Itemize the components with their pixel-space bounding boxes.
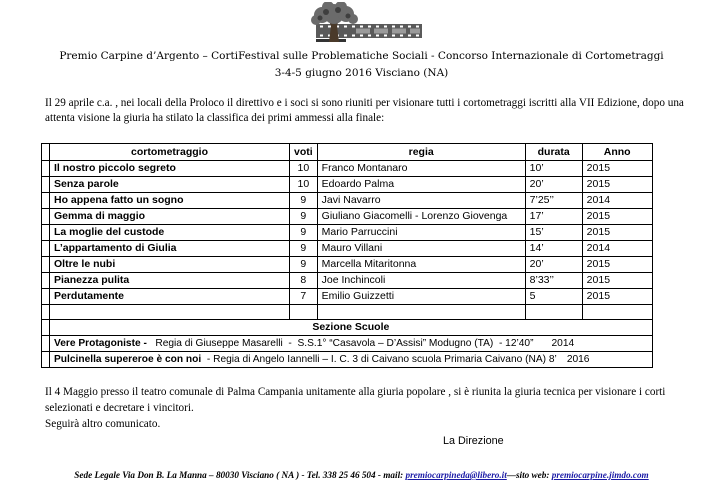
table-row-empty [42,305,653,320]
duration: 20’ [525,257,582,273]
header-cortometraggio: cortometraggio [50,144,290,161]
school-film-title: Vere Protagoniste - [54,338,147,349]
closing-text: Il 4 Maggio presso il teatro comunale di Palma Campania unitamente alla giuria popolare , si è riunita la giuria tecnica per visionare i corti selezionati e decretare i vincitori. [45,386,666,414]
votes: 9 [290,257,318,273]
festival-dates: 3-4-5 giugno 2016 Visciano (NA) [274,67,449,79]
duration: 17’ [525,209,582,225]
signature: La Direzione [443,435,504,447]
year: 2015 [582,257,652,273]
year: 2015 [582,289,652,305]
festival-title: Premio Carpine d’Argento – CortiFestival sulle Problematiche Sociali - Concorso Internazionale di Cortometraggi [59,50,664,62]
director: Marcella Mitaritonna [317,257,525,273]
film-title: Gemma di maggio [50,209,290,225]
year: 2014 [582,193,652,209]
film-title: La moglie del custode [50,225,290,241]
footer [0,470,723,480]
table-row [42,225,653,241]
table-row [42,273,653,289]
festival-logo [296,2,426,44]
school-film-detail: - Regia di Angelo Iannelli – I. C. 3 di Caivano scuola Primaria Caivano (NA) 8’ [201,354,557,365]
director: Franco Montanaro [317,161,525,177]
votes: 7 [290,289,318,305]
closing-paragraph [45,384,685,432]
school-film-year: 2014 [551,338,575,349]
director: Mario Parruccini [317,225,525,241]
film-title: L’appartamento di Giulia [50,241,290,257]
film-title: Il nostro piccolo segreto [50,161,290,177]
director: Giuliano Giacomelli - Lorenzo Giovenga [317,209,525,225]
section-title: Sezione Scuole [50,320,653,336]
duration: 14’ [525,241,582,257]
votes: 9 [290,225,318,241]
director: Emilio Guizzetti [317,289,525,305]
year: 2015 [582,225,652,241]
duration: 7’25’’ [525,193,582,209]
director: Mauro Villani [317,241,525,257]
school-row [42,336,653,352]
film-title: Pianezza pulita [50,273,290,289]
header-durata: durata [525,144,582,161]
votes: 10 [290,161,318,177]
film-title: Oltre le nubi [50,257,290,273]
duration: 20’ [525,177,582,193]
intro-paragraph: Il 29 aprile c.a. , nei locali della Proloco il direttivo e i soci si sono riuniti per visionare tutti i cortometraggi iscritti alla VII Edizione, dopo una attenta visione la giuria ha stilato la classifica dei primi ammessi alla finale: [45,97,684,124]
votes: 9 [290,193,318,209]
table-row [42,289,653,305]
table-row [42,241,653,257]
votes: 10 [290,177,318,193]
duration: 5 [525,289,582,305]
year: 2015 [582,273,652,289]
school-film-detail: Regia di Giuseppe Masarelli - S.S.1° “Casavola – D’Assisi” Modugno (TA) - 12’40” [146,338,534,349]
header-regia: regia [317,144,525,161]
table-row [42,177,653,193]
year: 2015 [582,161,652,177]
director: Javi Navarro [317,193,525,209]
duration: 8’33’’ [525,273,582,289]
director: Edoardo Palma [317,177,525,193]
school-row [42,352,653,368]
votes: 8 [290,273,318,289]
table-row [42,257,653,273]
film-title: Ho appena fatto un sogno [50,193,290,209]
year: 2015 [582,209,652,225]
duration: 10’ [525,161,582,177]
footer-separator: —sito web: [506,470,552,480]
closing-note: Seguirà altro comunicato. [45,418,161,430]
ranking-table [41,143,653,368]
year: 2015 [582,177,652,193]
school-film-title: Pulcinella supereroe è con noi [54,354,202,365]
votes: 9 [290,209,318,225]
table-row [42,193,653,209]
school-film-year: 2016 [566,354,590,365]
year: 2014 [582,241,652,257]
table-row [42,209,653,225]
film-title: Perdutamente [50,289,290,305]
table-header-row [42,144,653,161]
header-voti: voti [290,144,318,161]
director: Joe Inchincoli [317,273,525,289]
footer-email-link[interactable]: premiocarpineda@libero.it [405,470,507,480]
footer-address: Sede Legale Via Don B. La Manna – 80030 Visciano ( NA ) - Tel. 338 25 46 504 - mail: [74,470,406,480]
film-title: Senza parole [50,177,290,193]
table-row [42,161,653,177]
header-anno: Anno [582,144,652,161]
section-row [42,320,653,336]
votes: 9 [290,241,318,257]
footer-site-link[interactable]: premiocarpine.jimdo.com [551,470,649,480]
duration: 15’ [525,225,582,241]
tree-crown-icon [311,2,358,25]
